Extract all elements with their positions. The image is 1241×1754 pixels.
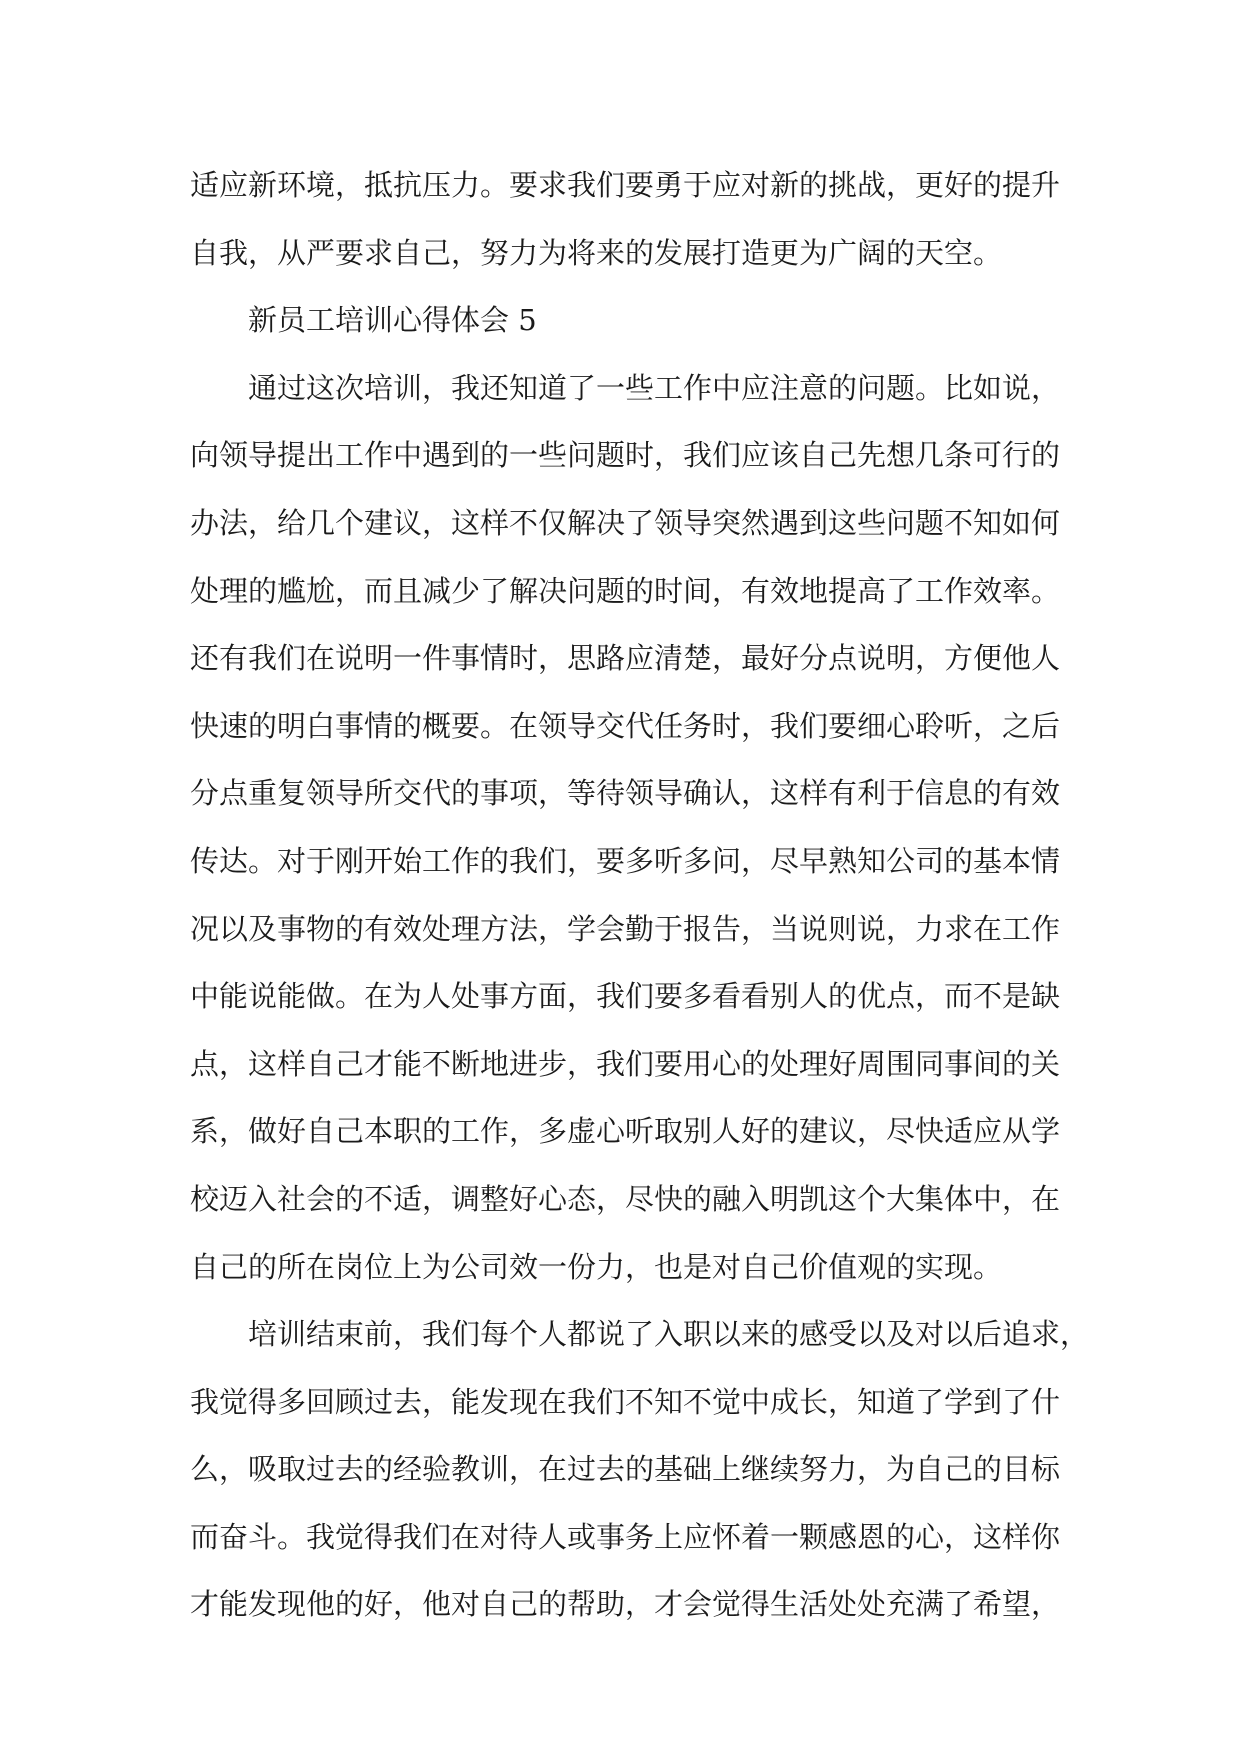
text-line-6: 办法，给几个建议，这样不仅解决了领导突然遇到这些问题不知如何 (190, 505, 1061, 540)
text-line-7: 处理的尴尬，而且减少了解决问题的时间，有效地提高了工作效率。 (190, 573, 1061, 608)
text-line-9: 快速的明白事情的概要。在领导交代任务时，我们要细心聆听，之后 (190, 708, 1061, 743)
text-line-15: 系，做好自己本职的工作，多虚心听取别人好的建议，尽快适应从学 (190, 1114, 1061, 1149)
text-line-1: 适应新环境，抵抗压力。要求我们要勇于应对新的挑战，更好的提升 (190, 168, 1061, 202)
text-line-12: 况以及事物的有效处理方法，学会勤于报告，当说则说，力求在工作 (190, 911, 1061, 946)
text-line-19: 我觉得多回顾过去，能发现在我们不知不觉中成长，知道了学到了什 (190, 1384, 1061, 1419)
text-line-20: 么，吸取过去的经验教训，在过去的基础上继续努力，为自己的目标 (190, 1452, 1061, 1487)
document-body (190, 152, 1090, 1639)
text-line-11: 传达。对于刚开始工作的我们，要多听多问，尽早熟知公司的基本情 (190, 843, 1061, 878)
text-line-8: 还有我们在说明一件事情时，思路应清楚，最好分点说明，方便他人 (190, 641, 1061, 676)
text-line-13: 中能说能做。在为人处事方面，我们要多看看别人的优点，而不是缺 (190, 979, 1061, 1014)
section-heading: 新员工培训心得体会 5 (248, 303, 537, 338)
text-line-2: 自我，从严要求自己，努力为将来的发展打造更为广阔的天空。 (190, 235, 1003, 270)
text-line-22: 才能发现他的好，他对自己的帮助，才会觉得生活处处充满了希望， (190, 1587, 1061, 1622)
text-line-5: 向领导提出工作中遇到的一些问题时，我们应该自己先想几条可行的 (190, 438, 1061, 473)
text-line-16: 校迈入社会的不适，调整好心态，尽快的融入明凯这个大集体中，在 (190, 1181, 1061, 1216)
text-line-14: 点，这样自己才能不断地进步，我们要用心的处理好周围同事间的关 (190, 1046, 1061, 1081)
paragraph-start-line: 通过这次培训，我还知道了一些工作中应注意的问题。比如说， (248, 370, 1061, 405)
text-line-21: 而奋斗。我觉得我们在对待人或事务上应怀着一颗感恩的心，这样你 (190, 1519, 1061, 1554)
text-line-17: 自己的所在岗位上为公司效一份力，也是对自己价值观的实现。 (190, 1249, 1003, 1284)
paragraph-start-line: 培训结束前，我们每个人都说了入职以来的感受以及对以后追求， (248, 1317, 1090, 1352)
text-line-10: 分点重复领导所交代的事项，等待领导确认，这样有利于信息的有效 (190, 776, 1061, 811)
